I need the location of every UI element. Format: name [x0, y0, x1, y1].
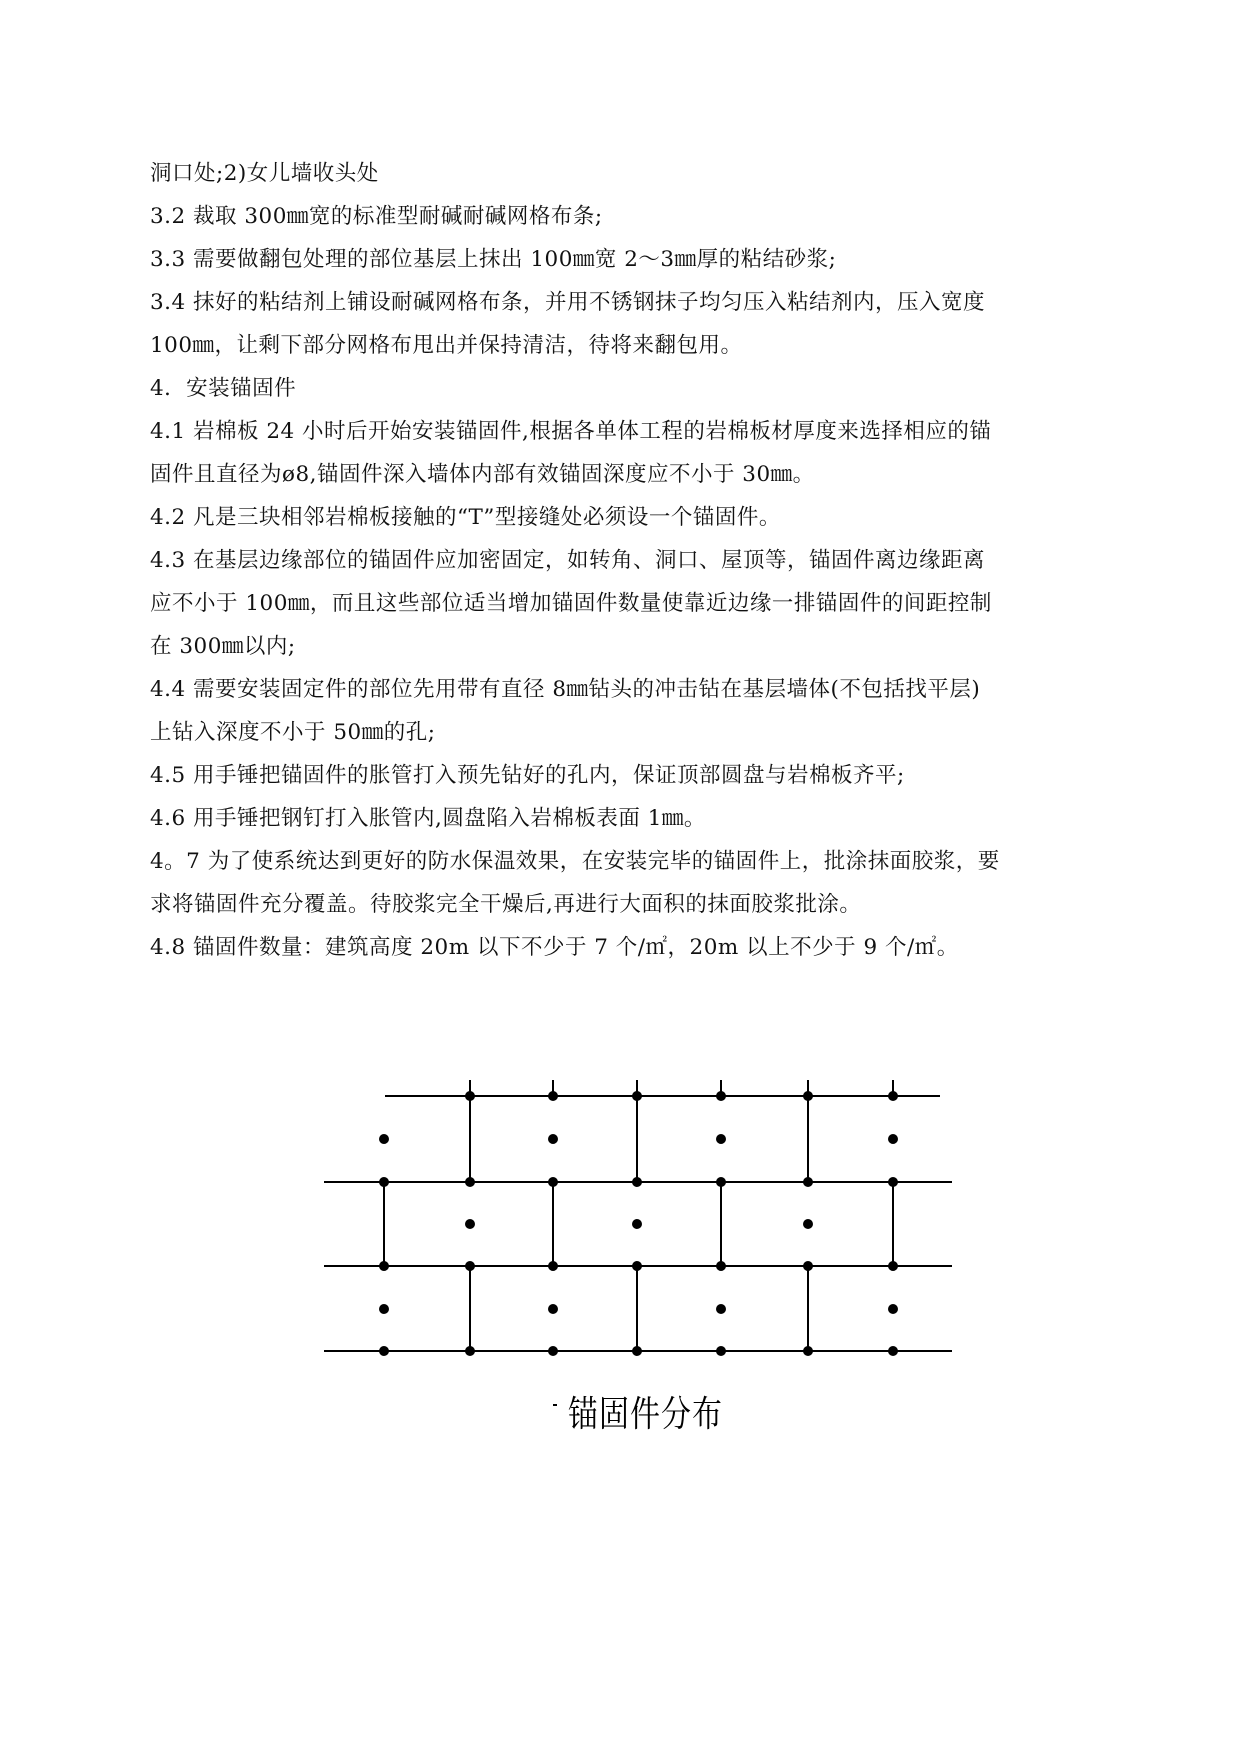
anchor-point: [888, 1304, 898, 1314]
figure-caption: 锚固件分布: [568, 1393, 723, 1436]
anchor-point: [803, 1219, 813, 1229]
anchor-point: [888, 1177, 898, 1187]
paragraph-line: 4.4 需要安装固定件的部位先用带有直径 8㎜钻头的冲击钻在基层墙体(不包括找平层): [150, 677, 981, 702]
anchor-point: [888, 1261, 898, 1271]
anchor-point: [716, 1134, 726, 1144]
anchor-point: [548, 1134, 558, 1144]
paragraph-line: 上钻入深度不小于 50㎜的孔;: [150, 720, 436, 745]
anchor-point: [548, 1261, 558, 1271]
anchor-point: [888, 1091, 898, 1101]
anchor-point: [465, 1261, 475, 1271]
paragraph-line: 4.1 岩棉板 24 小时后开始安装锚固件,根据各单体工程的岩棉板材厚度来选择相应的锚: [150, 419, 992, 444]
anchor-point: [803, 1346, 813, 1356]
anchor-point: [716, 1304, 726, 1314]
paragraph-line: 应不小于 100㎜，而且这些部位适当增加锚固件数量使靠近边缘一排锚固件的间距控制: [150, 591, 992, 616]
anchor-point: [632, 1177, 642, 1187]
anchor-point: [465, 1091, 475, 1101]
anchor-point: [803, 1177, 813, 1187]
anchor-point: [888, 1346, 898, 1356]
anchor-point: [548, 1304, 558, 1314]
anchor-point: [716, 1261, 726, 1271]
anchor-point: [548, 1346, 558, 1356]
paragraph-line: 4.6 用手锤把钢钉打入胀管内,圆盘陷入岩棉板表面 1㎜。: [150, 806, 706, 831]
paragraph-line: 求将锚固件充分覆盖。待胶浆完全干燥后,再进行大面积的抹面胶浆批涂。: [150, 892, 862, 917]
anchor-point: [716, 1091, 726, 1101]
anchor-point: [632, 1091, 642, 1101]
anchor-point: [632, 1261, 642, 1271]
anchor-point: [548, 1177, 558, 1187]
paragraph-line: 100㎜，让剩下部分网格布甩出并保持清洁，待将来翻包用。: [150, 333, 743, 358]
anchor-point: [888, 1134, 898, 1144]
paragraph-line: 3.3 需要做翻包处理的部位基层上抹出 100㎜宽 2～3㎜厚的粘结砂浆;: [150, 247, 837, 272]
paragraph-line: 4.2 凡是三块相邻岩棉板接触的“T”型接缝处必须设一个锚固件。: [150, 505, 781, 530]
paragraph-line: 4。7 为了使系统达到更好的防水保温效果，在安装完毕的锚固件上，批涂抹面胶浆，要: [150, 849, 1000, 874]
anchor-point: [379, 1304, 389, 1314]
anchor-point: [465, 1177, 475, 1187]
anchor-point: [716, 1346, 726, 1356]
paragraph-line: 固件且直径为ø8,锚固件深入墙体内部有效锚固深度应不小于 30㎜。: [150, 462, 815, 487]
paragraph-line: 3.2 裁取 300㎜宽的标准型耐碱耐碱网格布条;: [150, 204, 603, 229]
section-heading: 4．安装锚固件: [150, 376, 297, 401]
caption-mark: [553, 1404, 557, 1406]
anchor-point: [379, 1134, 389, 1144]
anchor-point: [632, 1219, 642, 1229]
anchor-point: [379, 1177, 389, 1187]
paragraph-line: 4.3 在基层边缘部位的锚固件应加密固定，如转角、洞口、屋顶等，锚固件离边缘距离: [150, 548, 986, 573]
anchor-point: [379, 1261, 389, 1271]
body-text: [150, 152, 1100, 969]
paragraph-line: 4.8 锚固件数量：建筑高度 20m 以下不少于 7 个/㎡，20m 以上不少于 9 个/㎡。: [150, 935, 959, 960]
paragraph-line: 4.5 用手锤把锚固件的胀管打入预先钻好的孔内，保证顶部圆盘与岩棉板齐平;: [150, 763, 905, 788]
anchor-point: [632, 1346, 642, 1356]
anchor-distribution-diagram: [320, 1078, 975, 1384]
anchor-point: [716, 1177, 726, 1187]
paragraph-line: 洞口处;2)女儿墙收头处: [150, 161, 379, 186]
anchor-grid-svg: [320, 1078, 975, 1384]
anchor-point: [803, 1091, 813, 1101]
anchor-point: [803, 1261, 813, 1271]
anchor-point: [379, 1346, 389, 1356]
anchor-point: [465, 1219, 475, 1229]
paragraph-line: 3.4 抹好的粘结剂上铺设耐碱网格布条，并用不锈钢抹子均匀压入粘结剂内，压入宽度: [150, 290, 986, 315]
anchor-point: [548, 1091, 558, 1101]
paragraph-line: 在 300㎜以内;: [150, 634, 296, 659]
anchor-point: [465, 1346, 475, 1356]
